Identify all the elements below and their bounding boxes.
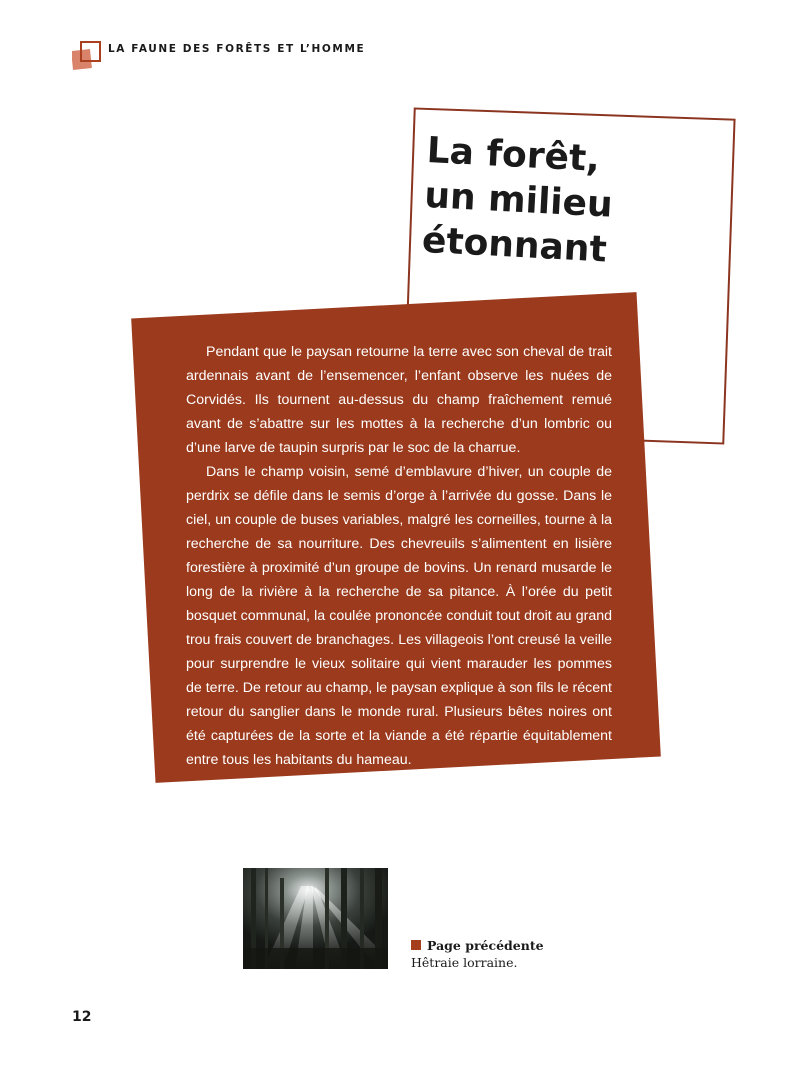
forest-sunbeams-photo [243, 868, 388, 969]
paragraph-1: Pendant que le paysan retourne la terre avec son cheval de trait ardennais avant de l’ensemencer, l’enfant observe les nuées de Corvidés. Ils tournent au-dessus du champ fraîchement remué avant de s’abattre sur les mottes à la recherche d’un lombric ou d’une larve de taupin surpris par le soc de la charrue. [186, 344, 612, 456]
title-line-3: étonnant [421, 219, 608, 271]
overlapping-squares-icon [72, 41, 102, 71]
page-title [421, 128, 708, 277]
caption-text: Hêtraie lorraine. [411, 955, 518, 970]
body-text [186, 340, 612, 772]
forest-photo [243, 868, 388, 969]
photo-caption [411, 937, 544, 971]
section-title: LA FAUNE DES FORÊTS ET L’HOMME [108, 43, 366, 55]
title-line-2: un milieu [423, 174, 614, 226]
caption-title: Page précédente [427, 938, 544, 953]
page-number: 12 [72, 1009, 92, 1025]
title-line-1: La forêt, [425, 129, 601, 181]
paragraph-2: Dans le champ voisin, semé d’emblavure d’hiver, un couple de perdrix se défile dans le semis d’orge à l’arrivée du gosse. Dans le ciel, un couple de buses variables, malgré les corneilles, tourne à la recherche de sa nourriture. Des chevreuils s’alimentent en lisière forestière à proximité d’un groupe de bovins. Un renard musarde le long de la rivière à la recherche de sa pitance. À l’orée du petit bosquet communal, la coulée prononcée conduit tout droit au grand trou frais couvert de branchages. Les villageois l’ont creusé la veille pour surprendre le vieux solitaire qui vient marauder les pommes de terre. De retour au champ, le paysan explique à son fils le récent retour du sanglier dans le monde rural. Plusieurs bêtes noires ont été capturées de la sorte et la viande a été répartie équitablement entre tous les habitants du hameau. [186, 464, 612, 768]
caption-bullet-icon [411, 940, 421, 950]
